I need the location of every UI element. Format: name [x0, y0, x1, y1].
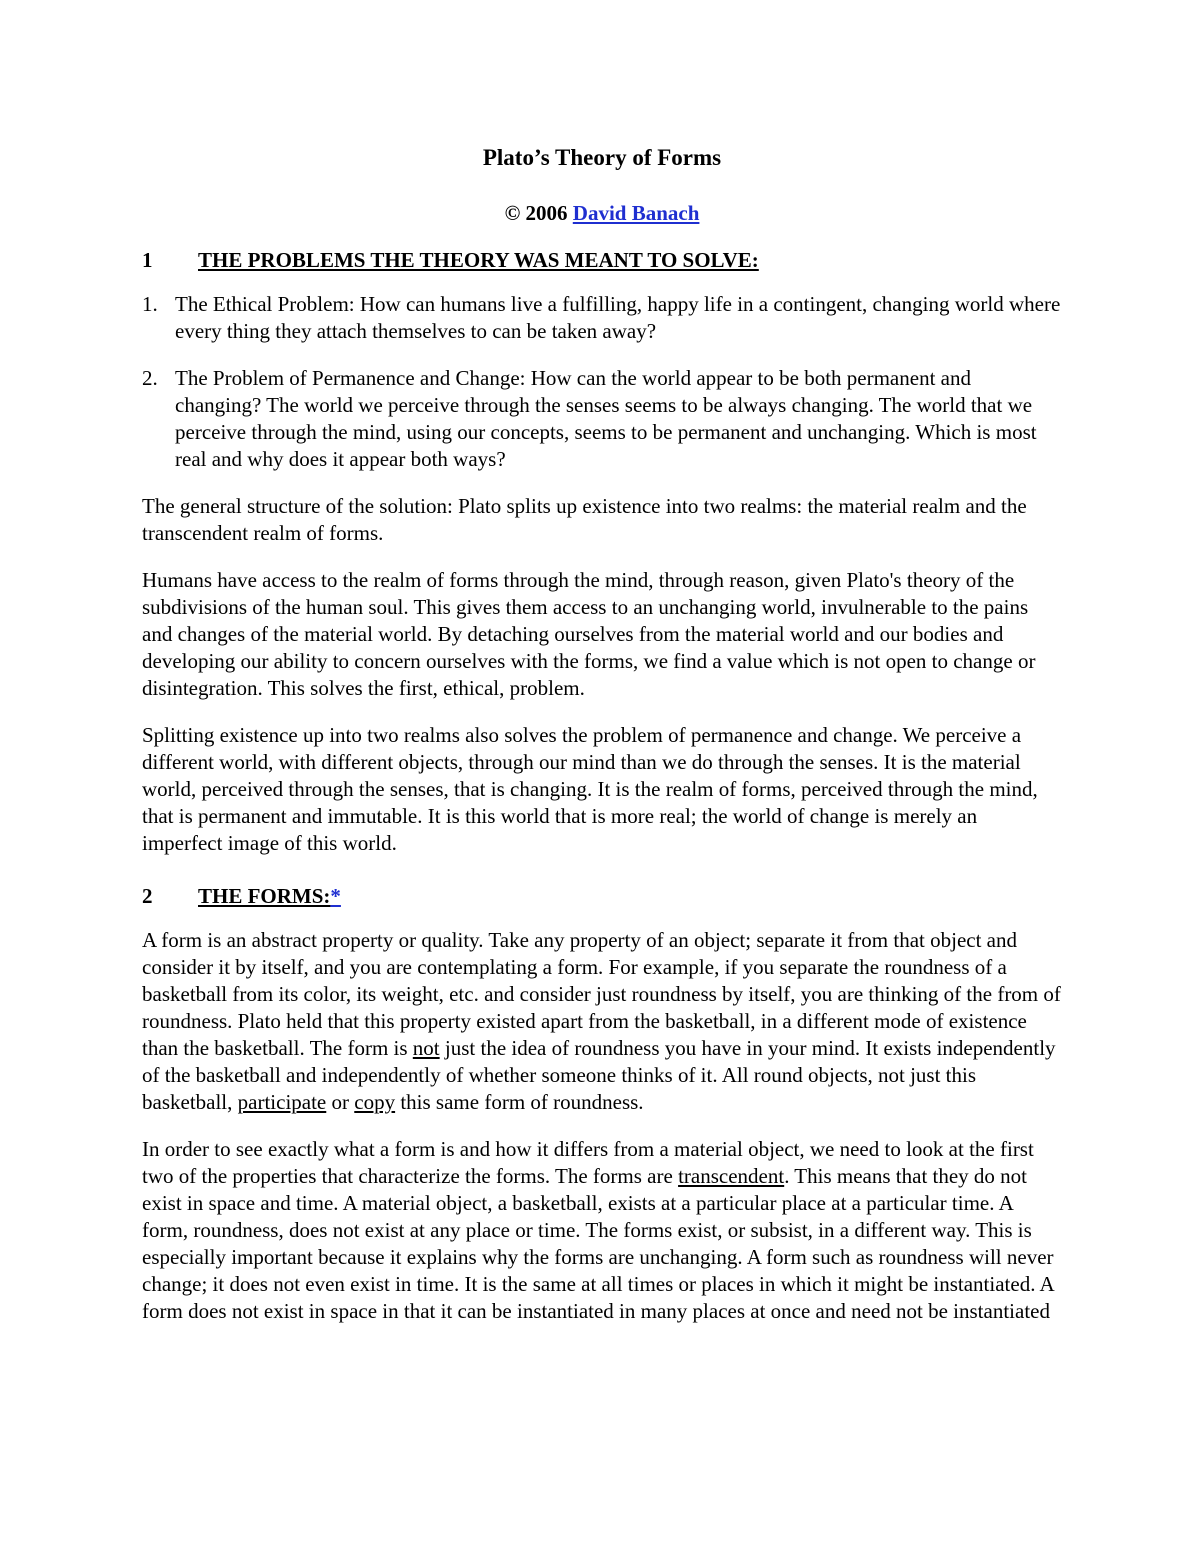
list-item-text: The Ethical Problem: How can humans live a fulfilling, happy life in a contingent, changing world where every thing they attach themselves to can be taken away? [175, 292, 1061, 343]
section-1-heading [142, 246, 1062, 274]
footnote-asterisk-link[interactable]: * [330, 884, 341, 908]
underlined-copy: copy [354, 1090, 396, 1114]
text-run: just the idea of roundness you have in your mind. It exists independently of the basketball and independently of whether someone thinks of it. All round objects, not just this basketball, [142, 1036, 1056, 1114]
paragraph-solution-structure: The general structure of the solution: Plato splits up existence into two realms: the material realm and the transcendent realm of forms. [142, 494, 1027, 545]
text-run: In order to see exactly what a form is and how it differs from a material object, we need to look at the first two of the properties that characterize the forms. The forms are [142, 1137, 1034, 1188]
underlined-transcendent: transcendent [678, 1164, 785, 1188]
list-item [142, 291, 1062, 345]
document-page [142, 140, 1062, 1345]
section-1-title: THE PROBLEMS THE THEORY WAS MEANT TO SOLVE: [198, 248, 759, 272]
copyright-prefix: © 2006 [504, 201, 573, 225]
list-item-text: The Problem of Permanence and Change: How can the world appear to be both permanent and changing? The world we perceive through the senses seems to be always changing. The world that we perceive through the mind, using our concepts, seems to be permanent and unchanging. Which is most real and why does it appear both ways? [175, 366, 1037, 471]
section-2-number: 2 [142, 884, 153, 908]
section-2-title-wrap [198, 882, 341, 910]
paragraph-access-to-forms: Humans have access to the realm of forms through the mind, through reason, given Plato's theory of the subdivisions of the human soul. This gives them access to an unchanging world, invulnerable to the pains and changes of the material world. By detaching ourselves from the material world and our bodies and developing our ability to concern ourselves with the forms, we find a value which is not open to change or disintegration. This solves the first, ethical, problem. [142, 568, 1036, 700]
document-title: Plato’s Theory of Forms [482, 145, 722, 170]
text-run: or [326, 1090, 355, 1114]
text-run: . This means that they do not exist in space and time. A material object, a basketball, exists at a particular place at a particular time. A form, roundness, does not exist at any place or time. The forms exist, or subsist, in a different way. This is especially important because it explains why the forms are unchanging. A form such as roundness will never change; it does not even exist in time. It is the same at all times or places in which it might be instantiated. A form does not exist in space in that it can be instantiated in many places at once and need not be instantiated [142, 1164, 1054, 1323]
list-item-number: 1. [142, 292, 158, 316]
text-run: A form is an abstract property or quality. Take any property of an object; separate it from that object and consider it by itself, and you are contemplating a form. For example, if you separate the roundness of a basketball from its color, its weight, etc. and consider just roundness by itself, you are thinking of the from of roundness. Plato held that this property existed apart from the basketball, in a different mode of existence than the basketball. The form is [142, 928, 1061, 1060]
paragraph-two-realms: Splitting existence up into two realms also solves the problem of permanence and change. We perceive a different world, with different objects, through our mind than we do through the senses. It is the material world, perceived through the senses, that is changing. It is the realm of forms, perceived through the mind, that is permanent and immutable. It is this world that is more real; the world of change is merely an imperfect image of this world. [142, 723, 1038, 855]
section-2-heading [142, 882, 1062, 910]
text-run: this same form of roundness. [395, 1090, 644, 1114]
paragraph-transcendent [142, 1136, 1062, 1325]
author-link[interactable]: David Banach [572, 201, 700, 225]
list-item [142, 365, 1062, 473]
section-1-number: 1 [142, 248, 153, 272]
section-2-title: THE FORMS: [198, 884, 331, 908]
underlined-participate: participate [237, 1090, 327, 1114]
list-item-number: 2. [142, 366, 158, 390]
copyright-line [142, 199, 1062, 227]
paragraph-form-definition [142, 927, 1062, 1116]
underlined-not: not [412, 1036, 440, 1060]
problems-list [142, 291, 1062, 473]
